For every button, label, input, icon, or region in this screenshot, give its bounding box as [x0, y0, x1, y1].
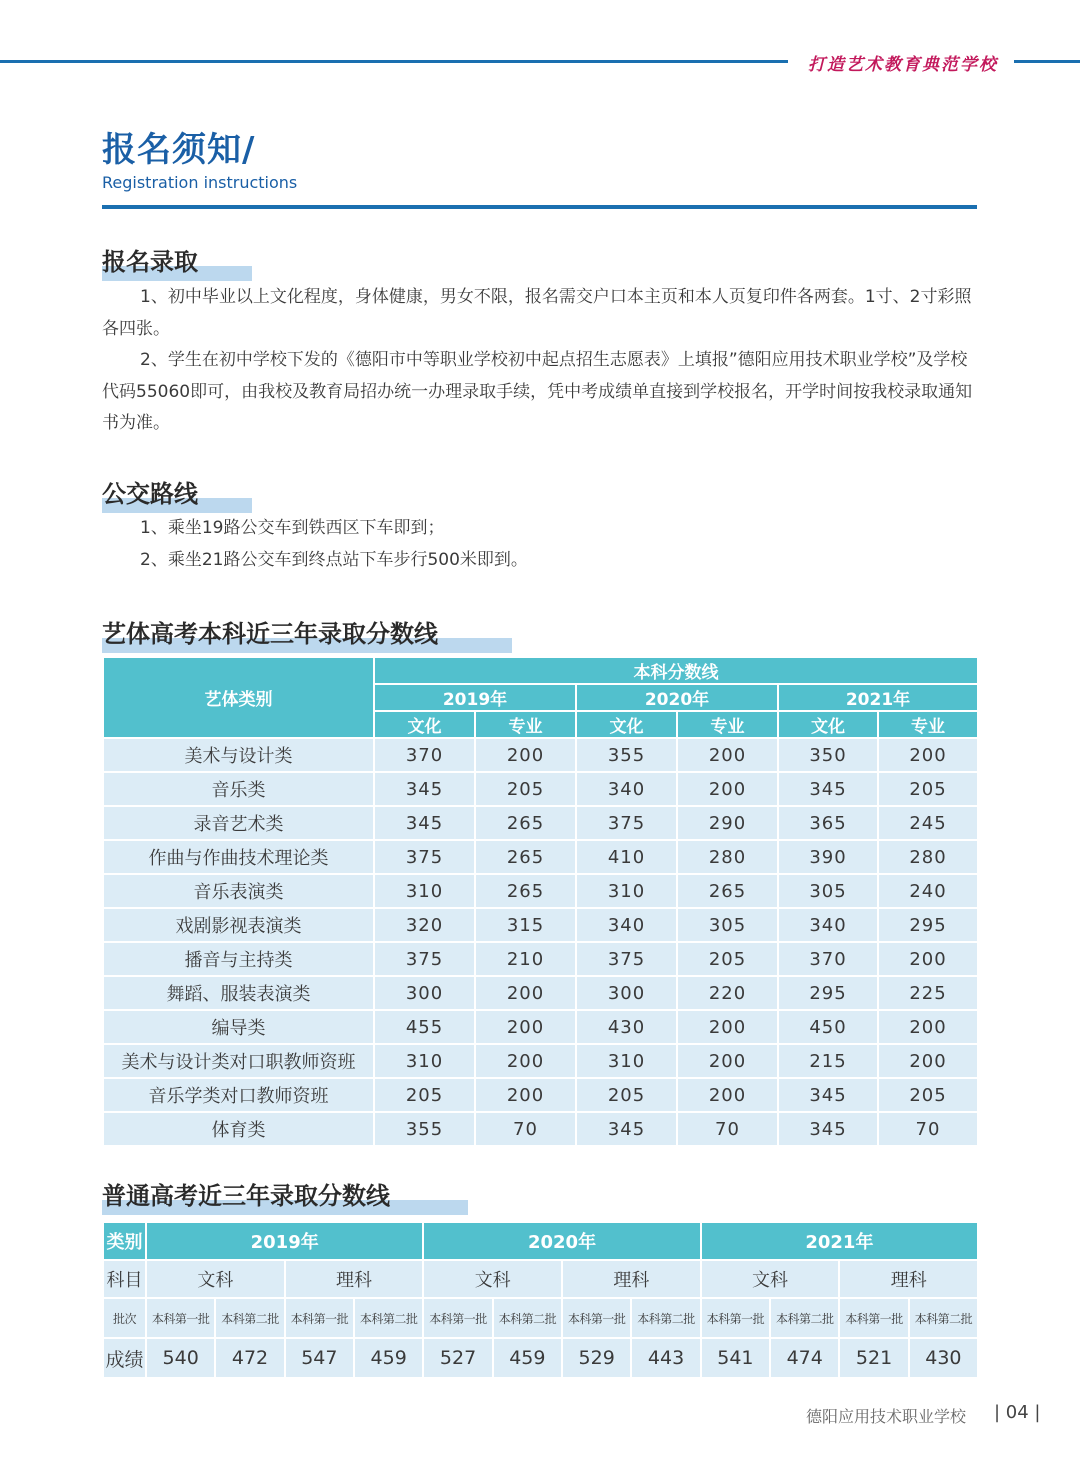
- score-cell: 265: [677, 874, 778, 908]
- score-cell: 290: [677, 806, 778, 840]
- registration-para-2: 2、学生在初中学校下发的《德阳市中等职业学校初中起点招生志愿表》上填报”德阳应用技术职业学校”及学校代码55060即可，由我校及教育局招办统一办理录取手续，凭中考成绩单直接到学校报名，开学时间按我校录取通知书为准。: [102, 350, 973, 433]
- score-cell: 345: [778, 1078, 878, 1112]
- table-row: [103, 942, 978, 976]
- score-cell: 205: [677, 942, 778, 976]
- score-cell: 70: [475, 1112, 576, 1146]
- score-cell: 375: [374, 840, 475, 874]
- score-cell: 450: [778, 1010, 878, 1044]
- score-cell: 245: [878, 806, 978, 840]
- subject-cell: 文科: [423, 1260, 562, 1298]
- score-cell: 345: [778, 1112, 878, 1146]
- score-cell: 455: [374, 1010, 475, 1044]
- year-header: 2020年: [576, 684, 778, 711]
- score-cell: 430: [576, 1010, 677, 1044]
- batch-cell: 本科第一批: [423, 1298, 492, 1338]
- row-label-category: 类别: [103, 1222, 146, 1260]
- row-label-batch: 批次: [103, 1298, 146, 1338]
- group-header: 本科分数线: [374, 657, 978, 684]
- batch-cell: 本科第二批: [493, 1298, 562, 1338]
- score-cell: 200: [878, 1010, 978, 1044]
- sub-header: 专业: [475, 711, 576, 738]
- score-cell: 345: [778, 772, 878, 806]
- score-cell: 529: [562, 1338, 631, 1378]
- score-cell: 300: [374, 976, 475, 1010]
- page-number: | 04 |: [994, 1402, 1041, 1423]
- score-cell: 345: [374, 772, 475, 806]
- score-cell: 430: [909, 1338, 978, 1378]
- category-header: 艺体类别: [103, 657, 374, 738]
- batch-cell: 本科第二批: [215, 1298, 284, 1338]
- registration-para-1: 1、初中毕业以上文化程度，身体健康，男女不限，报名需交户口本主页和本人页复印件各两套。1寸、2寸彩照各四张。: [102, 287, 972, 339]
- score-cell: 200: [677, 772, 778, 806]
- section-heading-bus: [102, 474, 198, 509]
- score-cell: 210: [475, 942, 576, 976]
- score-cell: 375: [576, 806, 677, 840]
- sub-header: 专业: [878, 711, 978, 738]
- batch-cell: 本科第二批: [909, 1298, 978, 1338]
- score-cell: 443: [631, 1338, 700, 1378]
- score-cell: 200: [475, 1078, 576, 1112]
- bus-line-1: 1、乘坐19路公交车到铁西区下车即到；: [140, 518, 445, 538]
- table-row: [103, 840, 978, 874]
- score-cell: 305: [677, 908, 778, 942]
- bus-text: [102, 513, 977, 576]
- score-cell: 205: [374, 1078, 475, 1112]
- score-cell: 390: [778, 840, 878, 874]
- table-row: [103, 1112, 978, 1146]
- score-cell: 70: [878, 1112, 978, 1146]
- table-row: [103, 874, 978, 908]
- subject-cell: 理科: [562, 1260, 701, 1298]
- score-cell: 200: [878, 942, 978, 976]
- score-cell: 521: [839, 1338, 908, 1378]
- category-cell: 编导类: [103, 1010, 374, 1044]
- table-row: [103, 806, 978, 840]
- score-cell: 315: [475, 908, 576, 942]
- year-header: 2019年: [374, 684, 576, 711]
- table-row: [103, 1044, 978, 1078]
- heading-text: 艺体高考本科近三年录取分数线: [102, 620, 438, 648]
- section-heading-art-scores: [102, 614, 438, 649]
- page-title: 报名须知/: [102, 130, 256, 170]
- score-cell: 205: [878, 1078, 978, 1112]
- score-cell: 265: [475, 840, 576, 874]
- score-cell: 459: [354, 1338, 423, 1378]
- batch-cell: 本科第二批: [354, 1298, 423, 1338]
- score-cell: 200: [878, 738, 978, 772]
- year-header: 2020年: [423, 1222, 700, 1260]
- category-cell: 音乐表演类: [103, 874, 374, 908]
- score-cell: 472: [215, 1338, 284, 1378]
- score-cell: 375: [374, 942, 475, 976]
- footer-school-name: 德阳应用技术职业学校: [806, 1407, 967, 1426]
- row-label-subject: 科目: [103, 1260, 146, 1298]
- header-rule-right: [1014, 60, 1080, 63]
- score-cell: 370: [778, 942, 878, 976]
- category-cell: 美术与设计类对口职教师资班: [103, 1044, 374, 1078]
- score-cell: 310: [374, 874, 475, 908]
- score-cell: 547: [285, 1338, 354, 1378]
- score-cell: 280: [677, 840, 778, 874]
- score-cell: 345: [374, 806, 475, 840]
- score-cell: 540: [146, 1338, 215, 1378]
- batch-cell: 本科第一批: [701, 1298, 770, 1338]
- category-cell: 舞蹈、服装表演类: [103, 976, 374, 1010]
- header-rule-left: [0, 60, 788, 63]
- art-score-table: [102, 656, 979, 1147]
- score-cell: 340: [576, 908, 677, 942]
- score-cell: 205: [576, 1078, 677, 1112]
- score-cell: 355: [576, 738, 677, 772]
- table-row: [103, 772, 978, 806]
- score-cell: 295: [778, 976, 878, 1010]
- slogan: 打造艺术教育典范学校: [808, 55, 998, 75]
- title-rule: [102, 205, 977, 209]
- score-cell: 365: [778, 806, 878, 840]
- score-cell: 310: [374, 1044, 475, 1078]
- heading-text: 报名录取: [102, 248, 198, 276]
- page-subtitle: Registration instructions: [102, 173, 298, 192]
- score-cell: 265: [475, 874, 576, 908]
- sub-header: 文化: [778, 711, 878, 738]
- score-cell: 200: [677, 1078, 778, 1112]
- row-label-score: 成绩: [103, 1338, 146, 1378]
- sub-header: 文化: [576, 711, 677, 738]
- sub-header: 文化: [374, 711, 475, 738]
- score-cell: 300: [576, 976, 677, 1010]
- score-cell: 410: [576, 840, 677, 874]
- score-cell: 340: [778, 908, 878, 942]
- score-cell: 375: [576, 942, 677, 976]
- score-cell: 220: [677, 976, 778, 1010]
- category-cell: 作曲与作曲技术理论类: [103, 840, 374, 874]
- score-cell: 240: [878, 874, 978, 908]
- category-cell: 音乐学类对口教师资班: [103, 1078, 374, 1112]
- subject-cell: 文科: [146, 1260, 285, 1298]
- category-cell: 音乐类: [103, 772, 374, 806]
- year-header: 2019年: [146, 1222, 423, 1260]
- score-cell: 541: [701, 1338, 770, 1378]
- table-row: [103, 908, 978, 942]
- heading-text: 公交路线: [102, 480, 198, 508]
- score-cell: 370: [374, 738, 475, 772]
- batch-cell: 本科第二批: [631, 1298, 700, 1338]
- score-cell: 200: [475, 1044, 576, 1078]
- batch-cell: 本科第二批: [770, 1298, 839, 1338]
- table-row: [103, 1078, 978, 1112]
- table-row: [103, 1010, 978, 1044]
- section-heading-general-scores: [102, 1176, 390, 1211]
- score-cell: 205: [878, 772, 978, 806]
- batch-cell: 本科第一批: [146, 1298, 215, 1338]
- category-cell: 播音与主持类: [103, 942, 374, 976]
- category-cell: 美术与设计类: [103, 738, 374, 772]
- score-cell: 345: [576, 1112, 677, 1146]
- score-cell: 527: [423, 1338, 492, 1378]
- category-cell: 体育类: [103, 1112, 374, 1146]
- score-cell: 215: [778, 1044, 878, 1078]
- score-cell: 200: [878, 1044, 978, 1078]
- registration-text: [102, 282, 977, 440]
- subject-cell: 文科: [701, 1260, 840, 1298]
- general-score-table: [102, 1221, 979, 1379]
- score-cell: 265: [475, 806, 576, 840]
- score-cell: 310: [576, 1044, 677, 1078]
- score-cell: 310: [576, 874, 677, 908]
- score-cell: 205: [475, 772, 576, 806]
- batch-cell: 本科第一批: [285, 1298, 354, 1338]
- score-cell: 200: [475, 738, 576, 772]
- score-cell: 200: [677, 1010, 778, 1044]
- score-cell: 320: [374, 908, 475, 942]
- score-cell: 340: [576, 772, 677, 806]
- batch-cell: 本科第一批: [839, 1298, 908, 1338]
- score-cell: 200: [475, 976, 576, 1010]
- subject-cell: 理科: [285, 1260, 424, 1298]
- section-heading-registration: [102, 242, 198, 277]
- sub-header: 专业: [677, 711, 778, 738]
- score-cell: 459: [493, 1338, 562, 1378]
- category-cell: 录音艺术类: [103, 806, 374, 840]
- score-cell: 350: [778, 738, 878, 772]
- score-cell: 355: [374, 1112, 475, 1146]
- subject-cell: 理科: [839, 1260, 978, 1298]
- score-cell: 70: [677, 1112, 778, 1146]
- score-cell: 200: [475, 1010, 576, 1044]
- heading-text: 普通高考近三年录取分数线: [102, 1182, 390, 1210]
- score-cell: 280: [878, 840, 978, 874]
- score-cell: 200: [677, 1044, 778, 1078]
- batch-cell: 本科第一批: [562, 1298, 631, 1338]
- score-cell: 305: [778, 874, 878, 908]
- score-cell: 474: [770, 1338, 839, 1378]
- year-header: 2021年: [701, 1222, 978, 1260]
- table-row: [103, 738, 978, 772]
- category-cell: 戏剧影视表演类: [103, 908, 374, 942]
- score-cell: 295: [878, 908, 978, 942]
- score-cell: 225: [878, 976, 978, 1010]
- year-header: 2021年: [778, 684, 978, 711]
- table-row: [103, 976, 978, 1010]
- score-cell: 200: [677, 738, 778, 772]
- bus-line-2: 2、乘坐21路公交车到终点站下车步行500米即到。: [140, 549, 528, 570]
